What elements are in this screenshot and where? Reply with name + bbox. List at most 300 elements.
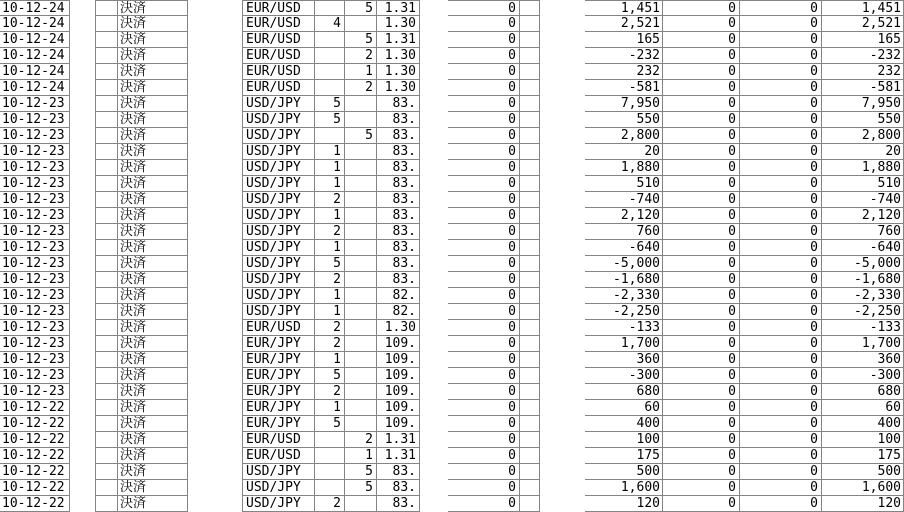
cell-rate[interactable]: 109. (377, 416, 420, 432)
cell-settle-status[interactable]: 決済 (118, 464, 188, 480)
cell-rate[interactable]: 109. (377, 400, 420, 416)
cell-zero-b[interactable]: 0 (663, 128, 740, 144)
cell-qty-1[interactable] (315, 480, 345, 496)
cell-blank[interactable] (520, 496, 540, 512)
cell-trade-date[interactable]: 10-12-23 (0, 144, 70, 160)
cell-zero-b[interactable]: 0 (663, 384, 740, 400)
cell-amount-total[interactable]: -2,330 (822, 288, 904, 304)
cell-trade-date[interactable]: 10-12-23 (0, 240, 70, 256)
cell-currency-pair[interactable]: EUR/USD (242, 448, 315, 464)
cell-rate[interactable]: 1.30 (377, 80, 420, 96)
cell-zero-b[interactable]: 0 (663, 320, 740, 336)
cell-blank[interactable] (95, 160, 118, 176)
cell-zero-a[interactable]: 0 (448, 112, 520, 128)
cell-blank[interactable] (95, 304, 118, 320)
cell-rate[interactable]: 83. (377, 128, 420, 144)
cell-amount-total[interactable]: -5,000 (822, 256, 904, 272)
cell-zero-b[interactable]: 0 (663, 464, 740, 480)
cell-zero-b[interactable]: 0 (663, 112, 740, 128)
cell-currency-pair[interactable]: EUR/USD (242, 16, 315, 32)
cell-blank[interactable] (95, 480, 118, 496)
cell-qty-1[interactable]: 2 (315, 224, 345, 240)
cell-qty-2[interactable] (345, 288, 377, 304)
cell-settle-status[interactable]: 決済 (118, 256, 188, 272)
cell-qty-1[interactable]: 4 (315, 16, 345, 32)
cell-currency-pair[interactable]: EUR/JPY (242, 384, 315, 400)
cell-amount[interactable]: -2,330 (585, 288, 663, 304)
cell-qty-1[interactable] (315, 32, 345, 48)
cell-settle-status[interactable]: 決済 (118, 496, 188, 512)
cell-amount-total[interactable]: 1,451 (822, 0, 904, 16)
cell-amount-total[interactable]: 100 (822, 432, 904, 448)
cell-trade-date[interactable]: 10-12-23 (0, 304, 70, 320)
cell-settle-status[interactable]: 決済 (118, 64, 188, 80)
cell-qty-2[interactable]: 5 (345, 128, 377, 144)
cell-trade-date[interactable]: 10-12-22 (0, 480, 70, 496)
cell-amount-total[interactable]: -300 (822, 368, 904, 384)
cell-blank[interactable] (95, 112, 118, 128)
cell-qty-1[interactable]: 1 (315, 400, 345, 416)
cell-qty-1[interactable] (315, 448, 345, 464)
cell-settle-status[interactable]: 決済 (118, 16, 188, 32)
cell-qty-1[interactable]: 2 (315, 384, 345, 400)
cell-blank[interactable] (520, 16, 540, 32)
cell-zero-b[interactable]: 0 (663, 448, 740, 464)
cell-trade-date[interactable]: 10-12-24 (0, 16, 70, 32)
cell-amount-total[interactable]: 510 (822, 176, 904, 192)
cell-blank[interactable] (520, 112, 540, 128)
cell-trade-date[interactable]: 10-12-22 (0, 416, 70, 432)
cell-zero-a[interactable]: 0 (448, 336, 520, 352)
cell-zero-b[interactable]: 0 (663, 432, 740, 448)
cell-zero-c[interactable]: 0 (740, 400, 822, 416)
cell-zero-b[interactable]: 0 (663, 304, 740, 320)
cell-zero-b[interactable]: 0 (663, 192, 740, 208)
cell-qty-2[interactable]: 2 (345, 80, 377, 96)
cell-rate[interactable]: 1.30 (377, 16, 420, 32)
cell-amount[interactable]: 760 (585, 224, 663, 240)
cell-currency-pair[interactable]: USD/JPY (242, 96, 315, 112)
cell-blank[interactable] (520, 240, 540, 256)
cell-qty-2[interactable]: 5 (345, 480, 377, 496)
cell-zero-c[interactable]: 0 (740, 464, 822, 480)
cell-zero-a[interactable]: 0 (448, 368, 520, 384)
cell-zero-b[interactable]: 0 (663, 480, 740, 496)
cell-zero-c[interactable]: 0 (740, 0, 822, 16)
cell-blank[interactable] (95, 464, 118, 480)
cell-blank[interactable] (520, 416, 540, 432)
cell-rate[interactable]: 83. (377, 496, 420, 512)
cell-zero-c[interactable]: 0 (740, 224, 822, 240)
cell-zero-c[interactable]: 0 (740, 144, 822, 160)
cell-trade-date[interactable]: 10-12-23 (0, 384, 70, 400)
cell-currency-pair[interactable]: USD/JPY (242, 160, 315, 176)
cell-zero-c[interactable]: 0 (740, 256, 822, 272)
cell-qty-1[interactable]: 2 (315, 320, 345, 336)
cell-blank[interactable] (95, 128, 118, 144)
cell-settle-status[interactable]: 決済 (118, 144, 188, 160)
cell-blank[interactable] (95, 48, 118, 64)
cell-rate[interactable]: 1.30 (377, 64, 420, 80)
cell-rate[interactable]: 83. (377, 208, 420, 224)
cell-settle-status[interactable]: 決済 (118, 224, 188, 240)
cell-qty-2[interactable] (345, 304, 377, 320)
cell-amount[interactable]: 60 (585, 400, 663, 416)
cell-amount-total[interactable]: -232 (822, 48, 904, 64)
cell-blank[interactable] (95, 496, 118, 512)
cell-blank[interactable] (520, 384, 540, 400)
cell-blank[interactable] (520, 192, 540, 208)
cell-rate[interactable]: 1.30 (377, 320, 420, 336)
cell-rate[interactable]: 82. (377, 288, 420, 304)
cell-zero-c[interactable]: 0 (740, 368, 822, 384)
cell-settle-status[interactable]: 決済 (118, 288, 188, 304)
cell-zero-c[interactable]: 0 (740, 432, 822, 448)
cell-qty-1[interactable]: 2 (315, 336, 345, 352)
cell-trade-date[interactable]: 10-12-23 (0, 160, 70, 176)
cell-blank[interactable] (95, 352, 118, 368)
cell-rate[interactable]: 83. (377, 240, 420, 256)
cell-qty-1[interactable]: 5 (315, 368, 345, 384)
cell-qty-1[interactable] (315, 0, 345, 16)
cell-blank[interactable] (95, 288, 118, 304)
cell-amount-total[interactable]: -133 (822, 320, 904, 336)
cell-amount[interactable]: 550 (585, 112, 663, 128)
cell-blank[interactable] (520, 160, 540, 176)
cell-zero-a[interactable]: 0 (448, 496, 520, 512)
cell-blank[interactable] (95, 80, 118, 96)
cell-blank[interactable] (520, 272, 540, 288)
cell-trade-date[interactable]: 10-12-23 (0, 96, 70, 112)
cell-settle-status[interactable]: 決済 (118, 32, 188, 48)
cell-zero-b[interactable]: 0 (663, 80, 740, 96)
cell-zero-b[interactable]: 0 (663, 144, 740, 160)
cell-settle-status[interactable]: 決済 (118, 128, 188, 144)
cell-zero-a[interactable]: 0 (448, 96, 520, 112)
cell-zero-a[interactable]: 0 (448, 240, 520, 256)
cell-zero-b[interactable]: 0 (663, 208, 740, 224)
cell-currency-pair[interactable]: EUR/JPY (242, 336, 315, 352)
cell-currency-pair[interactable]: EUR/JPY (242, 352, 315, 368)
cell-zero-a[interactable]: 0 (448, 432, 520, 448)
cell-zero-a[interactable]: 0 (448, 256, 520, 272)
cell-amount-total[interactable]: 2,800 (822, 128, 904, 144)
cell-zero-c[interactable]: 0 (740, 176, 822, 192)
cell-qty-2[interactable] (345, 496, 377, 512)
cell-blank[interactable] (95, 256, 118, 272)
cell-trade-date[interactable]: 10-12-24 (0, 32, 70, 48)
cell-amount-total[interactable]: 680 (822, 384, 904, 400)
cell-currency-pair[interactable]: USD/JPY (242, 304, 315, 320)
cell-amount[interactable]: 1,700 (585, 336, 663, 352)
cell-settle-status[interactable]: 決済 (118, 48, 188, 64)
cell-amount-total[interactable]: 360 (822, 352, 904, 368)
cell-qty-1[interactable] (315, 128, 345, 144)
cell-amount-total[interactable]: -640 (822, 240, 904, 256)
cell-currency-pair[interactable]: EUR/USD (242, 432, 315, 448)
cell-zero-a[interactable]: 0 (448, 224, 520, 240)
cell-blank[interactable] (520, 208, 540, 224)
cell-zero-c[interactable]: 0 (740, 288, 822, 304)
cell-qty-1[interactable]: 5 (315, 256, 345, 272)
cell-qty-2[interactable]: 2 (345, 48, 377, 64)
cell-currency-pair[interactable]: EUR/JPY (242, 400, 315, 416)
cell-zero-a[interactable]: 0 (448, 144, 520, 160)
cell-zero-c[interactable]: 0 (740, 80, 822, 96)
cell-amount-total[interactable]: -581 (822, 80, 904, 96)
cell-blank[interactable] (520, 256, 540, 272)
cell-currency-pair[interactable]: USD/JPY (242, 240, 315, 256)
cell-trade-date[interactable]: 10-12-23 (0, 176, 70, 192)
cell-qty-2[interactable] (345, 384, 377, 400)
cell-settle-status[interactable]: 決済 (118, 112, 188, 128)
cell-blank[interactable] (520, 448, 540, 464)
cell-trade-date[interactable]: 10-12-23 (0, 352, 70, 368)
cell-zero-b[interactable]: 0 (663, 176, 740, 192)
cell-currency-pair[interactable]: USD/JPY (242, 480, 315, 496)
cell-zero-c[interactable]: 0 (740, 64, 822, 80)
cell-rate[interactable]: 83. (377, 160, 420, 176)
cell-amount[interactable]: 120 (585, 496, 663, 512)
cell-currency-pair[interactable]: EUR/JPY (242, 368, 315, 384)
cell-amount[interactable]: 165 (585, 32, 663, 48)
cell-zero-b[interactable]: 0 (663, 160, 740, 176)
cell-amount[interactable]: -5,000 (585, 256, 663, 272)
cell-amount[interactable]: -300 (585, 368, 663, 384)
cell-zero-b[interactable]: 0 (663, 368, 740, 384)
cell-amount-total[interactable]: 232 (822, 64, 904, 80)
cell-amount[interactable]: 1,880 (585, 160, 663, 176)
cell-qty-1[interactable]: 1 (315, 304, 345, 320)
cell-blank[interactable] (520, 368, 540, 384)
cell-zero-a[interactable]: 0 (448, 464, 520, 480)
cell-zero-a[interactable]: 0 (448, 352, 520, 368)
cell-amount[interactable]: -232 (585, 48, 663, 64)
cell-amount-total[interactable]: 500 (822, 464, 904, 480)
cell-currency-pair[interactable]: USD/JPY (242, 192, 315, 208)
cell-blank[interactable] (95, 320, 118, 336)
cell-amount-total[interactable]: 60 (822, 400, 904, 416)
cell-zero-b[interactable]: 0 (663, 16, 740, 32)
cell-qty-1[interactable]: 2 (315, 272, 345, 288)
cell-amount[interactable]: 360 (585, 352, 663, 368)
cell-zero-a[interactable]: 0 (448, 288, 520, 304)
cell-rate[interactable]: 83. (377, 96, 420, 112)
cell-zero-c[interactable]: 0 (740, 240, 822, 256)
cell-qty-1[interactable]: 2 (315, 496, 345, 512)
cell-rate[interactable]: 1.31 (377, 0, 420, 16)
cell-rate[interactable]: 83. (377, 144, 420, 160)
cell-zero-a[interactable]: 0 (448, 400, 520, 416)
cell-blank[interactable] (520, 400, 540, 416)
cell-zero-a[interactable]: 0 (448, 448, 520, 464)
cell-qty-2[interactable] (345, 112, 377, 128)
cell-zero-c[interactable]: 0 (740, 336, 822, 352)
cell-zero-b[interactable]: 0 (663, 272, 740, 288)
cell-blank[interactable] (95, 240, 118, 256)
cell-qty-2[interactable]: 1 (345, 448, 377, 464)
cell-blank[interactable] (95, 16, 118, 32)
cell-qty-2[interactable]: 5 (345, 0, 377, 16)
cell-qty-2[interactable] (345, 16, 377, 32)
cell-zero-b[interactable]: 0 (663, 400, 740, 416)
cell-rate[interactable]: 83. (377, 464, 420, 480)
cell-amount[interactable]: -133 (585, 320, 663, 336)
cell-settle-status[interactable]: 決済 (118, 416, 188, 432)
cell-rate[interactable]: 1.31 (377, 32, 420, 48)
cell-settle-status[interactable]: 決済 (118, 80, 188, 96)
cell-blank[interactable] (95, 192, 118, 208)
cell-amount[interactable]: -740 (585, 192, 663, 208)
cell-qty-2[interactable] (345, 320, 377, 336)
cell-amount[interactable]: 100 (585, 432, 663, 448)
cell-currency-pair[interactable]: USD/JPY (242, 224, 315, 240)
cell-trade-date[interactable]: 10-12-23 (0, 128, 70, 144)
cell-qty-2[interactable]: 5 (345, 464, 377, 480)
cell-zero-c[interactable]: 0 (740, 192, 822, 208)
cell-zero-a[interactable]: 0 (448, 416, 520, 432)
cell-qty-1[interactable]: 1 (315, 176, 345, 192)
cell-amount[interactable]: -1,680 (585, 272, 663, 288)
cell-zero-b[interactable]: 0 (663, 48, 740, 64)
cell-trade-date[interactable]: 10-12-23 (0, 368, 70, 384)
cell-blank[interactable] (95, 384, 118, 400)
cell-blank[interactable] (520, 480, 540, 496)
cell-zero-b[interactable]: 0 (663, 496, 740, 512)
cell-zero-a[interactable]: 0 (448, 384, 520, 400)
cell-rate[interactable]: 109. (377, 368, 420, 384)
cell-qty-1[interactable]: 1 (315, 352, 345, 368)
cell-trade-date[interactable]: 10-12-23 (0, 192, 70, 208)
cell-blank[interactable] (95, 208, 118, 224)
cell-blank[interactable] (95, 64, 118, 80)
cell-trade-date[interactable]: 10-12-23 (0, 320, 70, 336)
cell-zero-c[interactable]: 0 (740, 48, 822, 64)
cell-qty-1[interactable] (315, 48, 345, 64)
cell-qty-1[interactable]: 1 (315, 144, 345, 160)
cell-trade-date[interactable]: 10-12-23 (0, 288, 70, 304)
cell-settle-status[interactable]: 決済 (118, 336, 188, 352)
cell-amount[interactable]: 500 (585, 464, 663, 480)
cell-amount[interactable]: 680 (585, 384, 663, 400)
cell-zero-a[interactable]: 0 (448, 304, 520, 320)
cell-blank[interactable] (95, 176, 118, 192)
cell-blank[interactable] (520, 32, 540, 48)
cell-qty-2[interactable]: 2 (345, 432, 377, 448)
cell-zero-a[interactable]: 0 (448, 128, 520, 144)
cell-zero-a[interactable]: 0 (448, 32, 520, 48)
cell-qty-1[interactable]: 1 (315, 160, 345, 176)
cell-blank[interactable] (520, 144, 540, 160)
cell-qty-2[interactable] (345, 400, 377, 416)
cell-currency-pair[interactable]: USD/JPY (242, 288, 315, 304)
cell-blank[interactable] (520, 96, 540, 112)
cell-qty-2[interactable] (345, 416, 377, 432)
cell-trade-date[interactable]: 10-12-23 (0, 208, 70, 224)
cell-settle-status[interactable]: 決済 (118, 432, 188, 448)
cell-trade-date[interactable]: 10-12-23 (0, 336, 70, 352)
cell-amount-total[interactable]: 1,600 (822, 480, 904, 496)
cell-amount-total[interactable]: 20 (822, 144, 904, 160)
cell-settle-status[interactable]: 決済 (118, 352, 188, 368)
cell-rate[interactable]: 83. (377, 256, 420, 272)
cell-settle-status[interactable]: 決済 (118, 272, 188, 288)
cell-zero-c[interactable]: 0 (740, 160, 822, 176)
cell-settle-status[interactable]: 決済 (118, 160, 188, 176)
cell-trade-date[interactable]: 10-12-22 (0, 464, 70, 480)
cell-blank[interactable] (520, 320, 540, 336)
cell-amount-total[interactable]: 165 (822, 32, 904, 48)
cell-currency-pair[interactable]: USD/JPY (242, 208, 315, 224)
cell-blank[interactable] (520, 352, 540, 368)
cell-settle-status[interactable]: 決済 (118, 96, 188, 112)
cell-trade-date[interactable]: 10-12-22 (0, 432, 70, 448)
cell-rate[interactable]: 109. (377, 352, 420, 368)
cell-currency-pair[interactable]: EUR/USD (242, 80, 315, 96)
cell-rate[interactable]: 109. (377, 384, 420, 400)
cell-amount[interactable]: -2,250 (585, 304, 663, 320)
cell-currency-pair[interactable]: USD/JPY (242, 272, 315, 288)
cell-zero-b[interactable]: 0 (663, 416, 740, 432)
cell-qty-2[interactable] (345, 176, 377, 192)
cell-blank[interactable] (520, 288, 540, 304)
cell-rate[interactable]: 83. (377, 224, 420, 240)
cell-zero-a[interactable]: 0 (448, 320, 520, 336)
cell-amount-total[interactable]: -740 (822, 192, 904, 208)
cell-trade-date[interactable]: 10-12-23 (0, 112, 70, 128)
cell-qty-1[interactable]: 2 (315, 192, 345, 208)
cell-zero-b[interactable]: 0 (663, 64, 740, 80)
cell-amount-total[interactable]: 1,700 (822, 336, 904, 352)
cell-currency-pair[interactable]: EUR/USD (242, 320, 315, 336)
cell-zero-b[interactable]: 0 (663, 96, 740, 112)
cell-amount[interactable]: 1,600 (585, 480, 663, 496)
cell-amount[interactable]: 510 (585, 176, 663, 192)
cell-zero-a[interactable]: 0 (448, 176, 520, 192)
cell-zero-b[interactable]: 0 (663, 224, 740, 240)
cell-rate[interactable]: 1.31 (377, 448, 420, 464)
cell-settle-status[interactable]: 決済 (118, 192, 188, 208)
cell-rate[interactable]: 82. (377, 304, 420, 320)
cell-trade-date[interactable]: 10-12-24 (0, 64, 70, 80)
cell-zero-c[interactable]: 0 (740, 480, 822, 496)
cell-qty-2[interactable] (345, 160, 377, 176)
cell-qty-1[interactable]: 1 (315, 208, 345, 224)
cell-zero-c[interactable]: 0 (740, 16, 822, 32)
cell-blank[interactable] (520, 128, 540, 144)
cell-zero-c[interactable]: 0 (740, 208, 822, 224)
cell-currency-pair[interactable]: EUR/USD (242, 32, 315, 48)
cell-zero-a[interactable]: 0 (448, 48, 520, 64)
cell-settle-status[interactable]: 決済 (118, 400, 188, 416)
cell-settle-status[interactable]: 決済 (118, 176, 188, 192)
cell-blank[interactable] (520, 432, 540, 448)
cell-qty-2[interactable] (345, 272, 377, 288)
cell-zero-c[interactable]: 0 (740, 112, 822, 128)
cell-zero-c[interactable]: 0 (740, 32, 822, 48)
cell-trade-date[interactable]: 10-12-22 (0, 496, 70, 512)
cell-currency-pair[interactable]: USD/JPY (242, 496, 315, 512)
cell-zero-a[interactable]: 0 (448, 80, 520, 96)
cell-currency-pair[interactable]: USD/JPY (242, 128, 315, 144)
cell-blank[interactable] (95, 416, 118, 432)
cell-currency-pair[interactable]: EUR/JPY (242, 416, 315, 432)
cell-zero-a[interactable]: 0 (448, 64, 520, 80)
cell-trade-date[interactable]: 10-12-24 (0, 80, 70, 96)
cell-zero-b[interactable]: 0 (663, 32, 740, 48)
cell-zero-c[interactable]: 0 (740, 128, 822, 144)
cell-qty-2[interactable] (345, 208, 377, 224)
